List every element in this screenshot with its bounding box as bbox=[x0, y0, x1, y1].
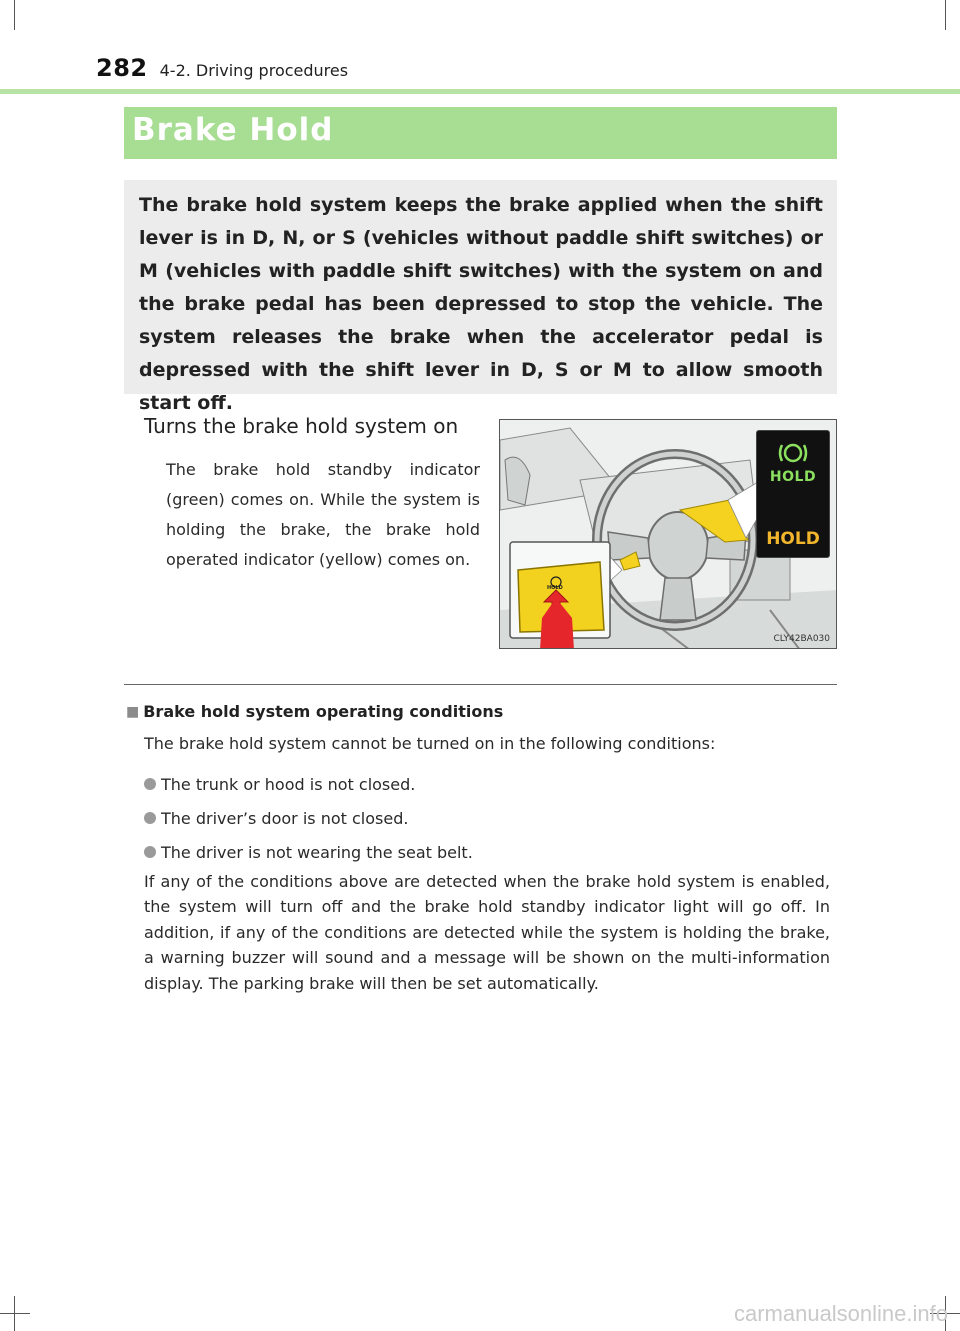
brake-hold-standby-icon bbox=[777, 439, 809, 467]
chapter-title: 4-2. Driving procedures bbox=[159, 61, 349, 80]
list-item-text: The driver is not wearing the seat belt. bbox=[161, 842, 473, 862]
crop-mark bbox=[945, 0, 946, 30]
indicator-inset bbox=[756, 430, 830, 558]
section-divider bbox=[124, 684, 837, 685]
step-description: The brake hold standby indicator (green) comes on. While the system is holding the brake, the brake hold operated indicator (yellow) comes on. bbox=[166, 460, 480, 569]
conditions-list bbox=[144, 767, 473, 869]
brake-hold-illustration bbox=[499, 419, 837, 649]
conditions-intro: The brake hold system cannot be turned on in the following conditions: bbox=[144, 734, 716, 753]
conditions-heading-text: Brake hold system operating conditions bbox=[143, 702, 504, 721]
watermark: carmanualsonline.info bbox=[733, 1301, 948, 1326]
section-title: Brake Hold bbox=[132, 112, 334, 148]
page-header bbox=[96, 54, 348, 82]
step-label: Turns the brake hold system on bbox=[144, 414, 459, 438]
crop-mark bbox=[0, 1313, 30, 1314]
illustration-caption: CLY42BA030 bbox=[773, 634, 830, 644]
intro-text: The brake hold system keeps the brake applied when the shift lever is in D, N, or S (vehicles without paddle shift switches) or M (vehicles with paddle shift switches) with the system on and the brake pedal has been depressed to stop the vehicle. The system releases the brake when the accelerator pedal is depressed with the shift lever in D, S or M to allow smooth start off. bbox=[139, 194, 823, 414]
list-item-text: The driver’s door is not closed. bbox=[161, 808, 409, 828]
bullet-dot-icon bbox=[144, 846, 156, 858]
conditions-heading bbox=[126, 702, 503, 721]
hold-switch-label: HOLD bbox=[547, 585, 563, 591]
list-item bbox=[144, 767, 473, 801]
list-item bbox=[144, 835, 473, 869]
list-item-text: The trunk or hood is not closed. bbox=[161, 774, 416, 794]
list-item bbox=[144, 801, 473, 835]
intro-box bbox=[124, 180, 837, 414]
conditions-note: If any of the conditions above are detected when the brake hold system is enabled, the system will turn off and the brake hold standby indicator light will go off. In addition, if any of the conditions are detected while the system is holding the brake, a warning buzzer will sound and a message will be shown on the multi-information display. The parking brake will then be set automatically. bbox=[144, 872, 830, 993]
bullet-dot-icon bbox=[144, 778, 156, 790]
page-number: 282 bbox=[96, 54, 148, 82]
operated-indicator-text: HOLD bbox=[766, 529, 820, 549]
bullet-dot-icon bbox=[144, 812, 156, 824]
crop-mark bbox=[14, 0, 15, 30]
header-rule bbox=[0, 89, 960, 94]
square-bullet-icon: ■ bbox=[126, 703, 140, 720]
section-title-band bbox=[124, 107, 837, 159]
standby-indicator-text: HOLD bbox=[769, 469, 817, 485]
